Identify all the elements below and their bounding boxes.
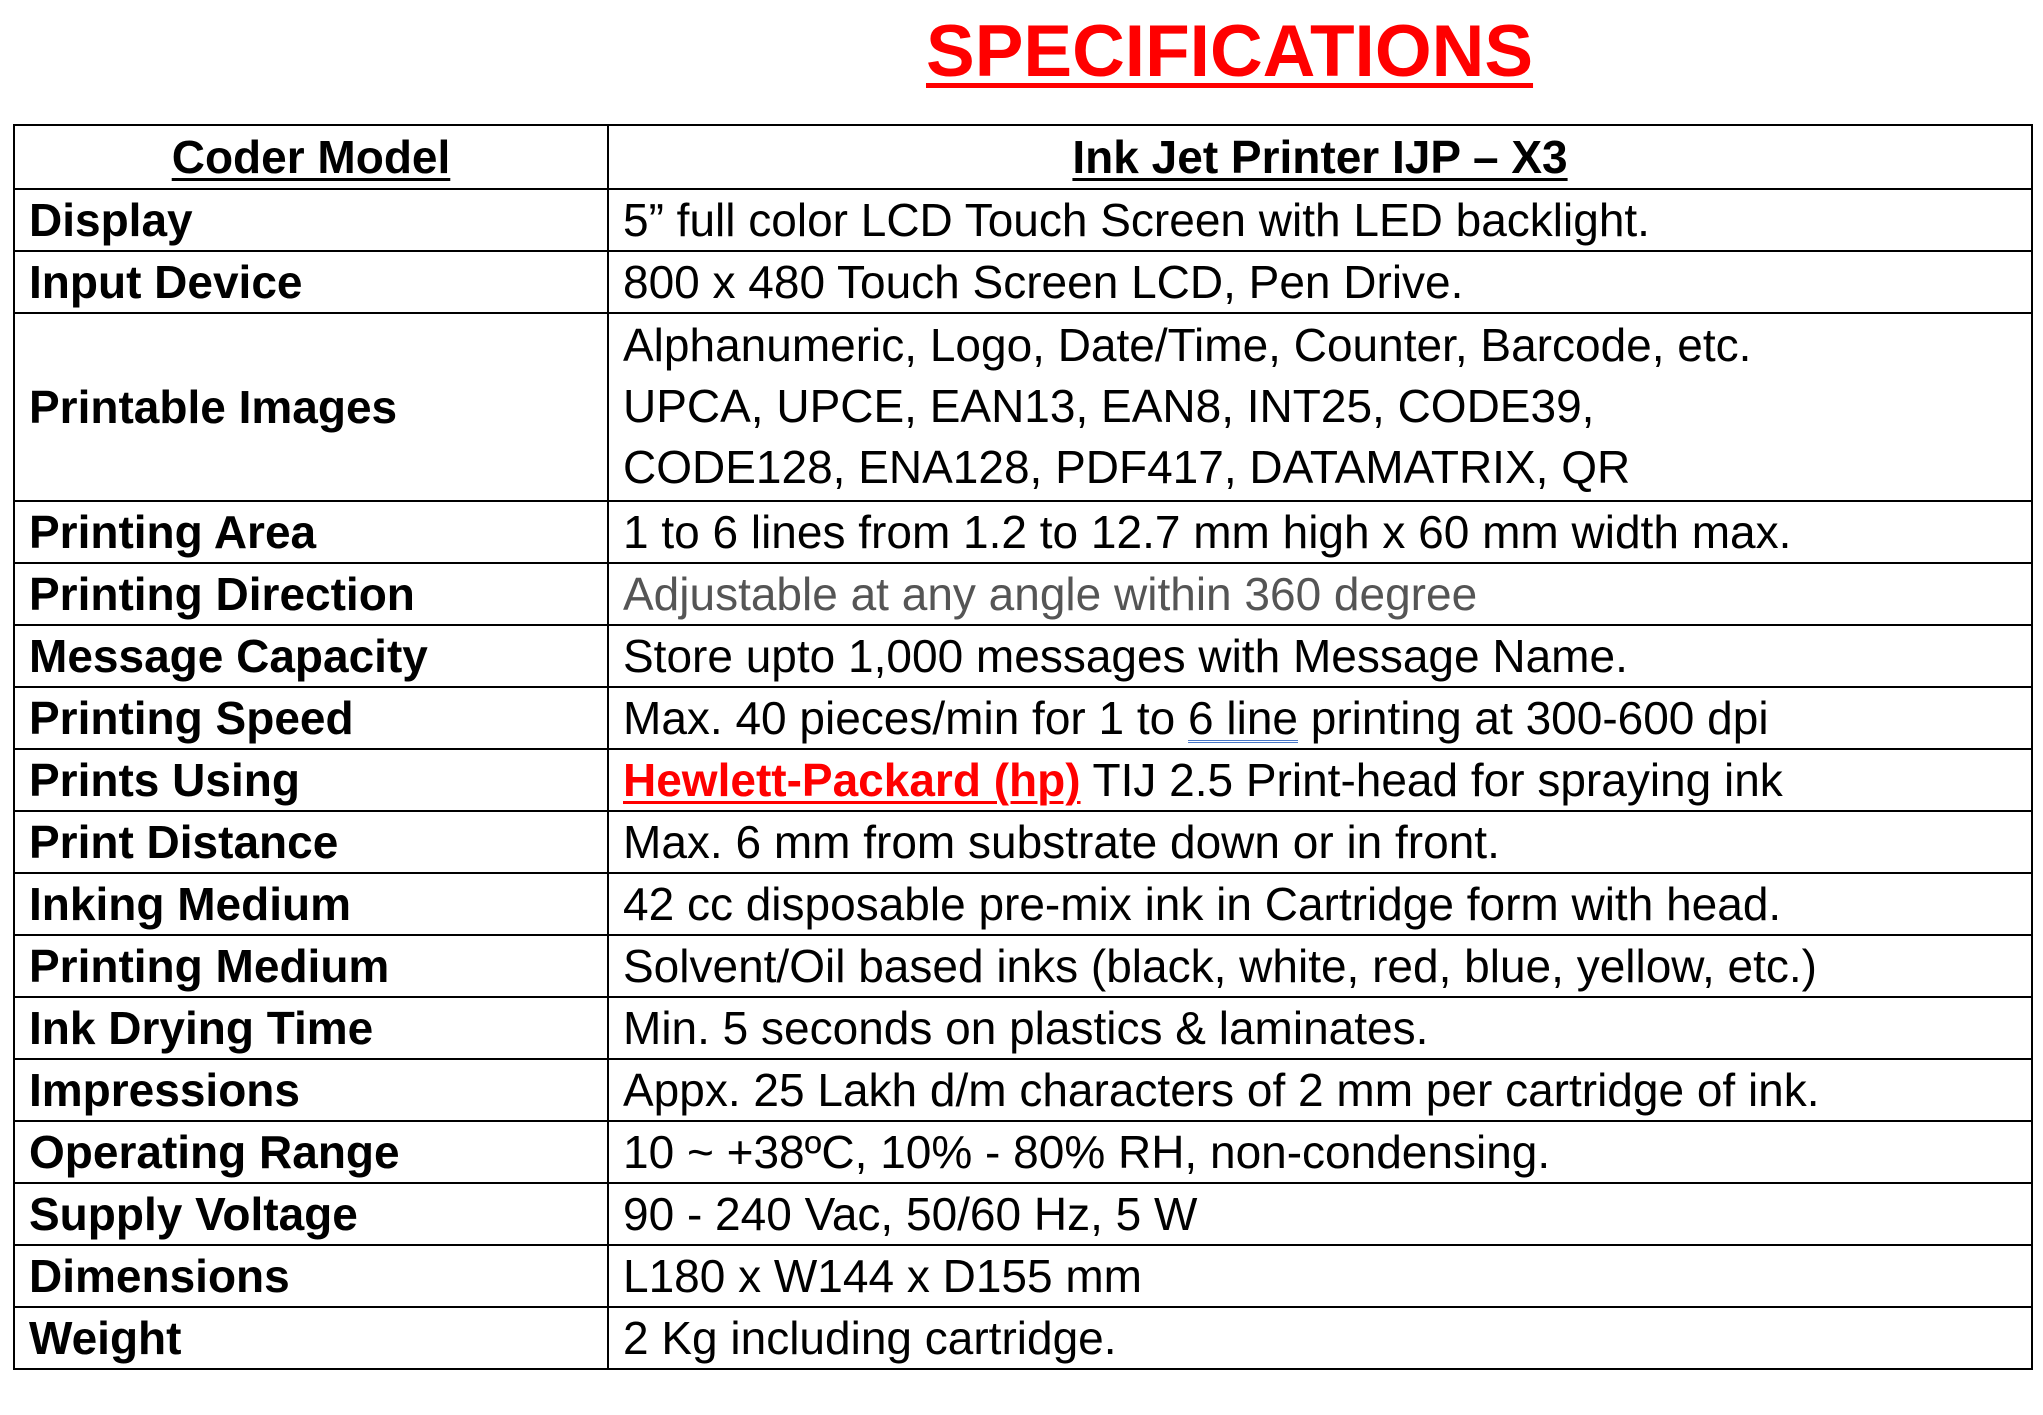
table-row — [14, 563, 2032, 625]
table-row — [14, 1121, 2032, 1183]
spec-value: Store upto 1,000 messages with Message Name. — [608, 625, 2032, 687]
spec-value: Min. 5 seconds on plastics & laminates. — [608, 997, 2032, 1059]
spec-value-text: printing at 300-600 dpi — [1298, 692, 1769, 744]
spec-value: 10 ~ +38ºC, 10% - 80% RH, non-condensing. — [608, 1121, 2032, 1183]
spec-value: 800 x 480 Touch Screen LCD, Pen Drive. — [608, 251, 2032, 313]
spec-label: Operating Range — [14, 1121, 608, 1183]
spec-label: Display — [14, 189, 608, 251]
table-header-row — [14, 125, 2032, 189]
spec-value-line: Alphanumeric, Logo, Date/Time, Counter, Barcode, etc. — [623, 319, 1752, 371]
spec-label: Printing Speed — [14, 687, 608, 749]
spec-value: 1 to 6 lines from 1.2 to 12.7 mm high x 60 mm width max. — [608, 501, 2032, 563]
spec-label: Printing Direction — [14, 563, 608, 625]
table-row — [14, 1183, 2032, 1245]
table-row — [14, 189, 2032, 251]
spec-label: Printing Medium — [14, 935, 608, 997]
table-row — [14, 687, 2032, 749]
table-row — [14, 873, 2032, 935]
table-row — [14, 811, 2032, 873]
header-value: Ink Jet Printer IJP – X3 — [1072, 131, 1568, 183]
spec-value: L180 x W144 x D155 mm — [608, 1245, 2032, 1307]
table-row — [14, 997, 2032, 1059]
page-title: SPECIFICATIONS — [926, 11, 1534, 92]
spec-label: Input Device — [14, 251, 608, 313]
spec-value-text: TIJ 2.5 Print-head for spraying ink — [1080, 754, 1783, 806]
spec-label: Supply Voltage — [14, 1183, 608, 1245]
spec-value — [608, 313, 2032, 501]
spec-label: Prints Using — [14, 749, 608, 811]
spec-value-text: Max. 40 pieces/min for 1 to — [623, 692, 1189, 744]
header-label-cell — [14, 125, 608, 189]
spell-check-underlined-text: 6 line — [1188, 692, 1298, 744]
spec-label: Print Distance — [14, 811, 608, 873]
table-row — [14, 501, 2032, 563]
header-label: Coder Model — [171, 131, 451, 183]
spec-value: Adjustable at any angle within 360 degree — [608, 563, 2032, 625]
spec-label: Weight — [14, 1307, 608, 1369]
spec-label: Impressions — [14, 1059, 608, 1121]
spec-value: Appx. 25 Lakh d/m characters of 2 mm per cartridge of ink. — [608, 1059, 2032, 1121]
header-value-cell — [608, 125, 2032, 189]
table-row — [14, 1307, 2032, 1369]
table-row — [14, 749, 2032, 811]
table-row — [14, 1245, 2032, 1307]
spec-label: Inking Medium — [14, 873, 608, 935]
spec-value: 90 - 240 Vac, 50/60 Hz, 5 W — [608, 1183, 2032, 1245]
hp-brand-link[interactable]: Hewlett-Packard (hp) — [623, 754, 1081, 806]
table-row — [14, 625, 2032, 687]
spec-value: Solvent/Oil based inks (black, white, red, blue, yellow, etc.) — [608, 935, 2032, 997]
spec-value-line: UPCA, UPCE, EAN13, EAN8, INT25, CODE39, — [623, 380, 1595, 432]
spec-value-line: CODE128, ENA128, PDF417, DATAMATRIX, QR — [623, 441, 1631, 493]
table-row — [14, 935, 2032, 997]
spec-label: Ink Drying Time — [14, 997, 608, 1059]
spec-label: Printable Images — [14, 313, 608, 501]
spec-value: 5” full color LCD Touch Screen with LED backlight. — [608, 189, 2032, 251]
spec-label: Dimensions — [14, 1245, 608, 1307]
table-row — [14, 313, 2032, 501]
spec-value: 42 cc disposable pre-mix ink in Cartridge form with head. — [608, 873, 2032, 935]
specifications-table — [13, 124, 2033, 1370]
spec-value — [608, 749, 2032, 811]
table-row — [14, 251, 2032, 313]
spec-label: Printing Area — [14, 501, 608, 563]
spec-value — [608, 687, 2032, 749]
spec-value: 2 Kg including cartridge. — [608, 1307, 2032, 1369]
spec-value: Max. 6 mm from substrate down or in front. — [608, 811, 2032, 873]
spec-label: Message Capacity — [14, 625, 608, 687]
table-row — [14, 1059, 2032, 1121]
